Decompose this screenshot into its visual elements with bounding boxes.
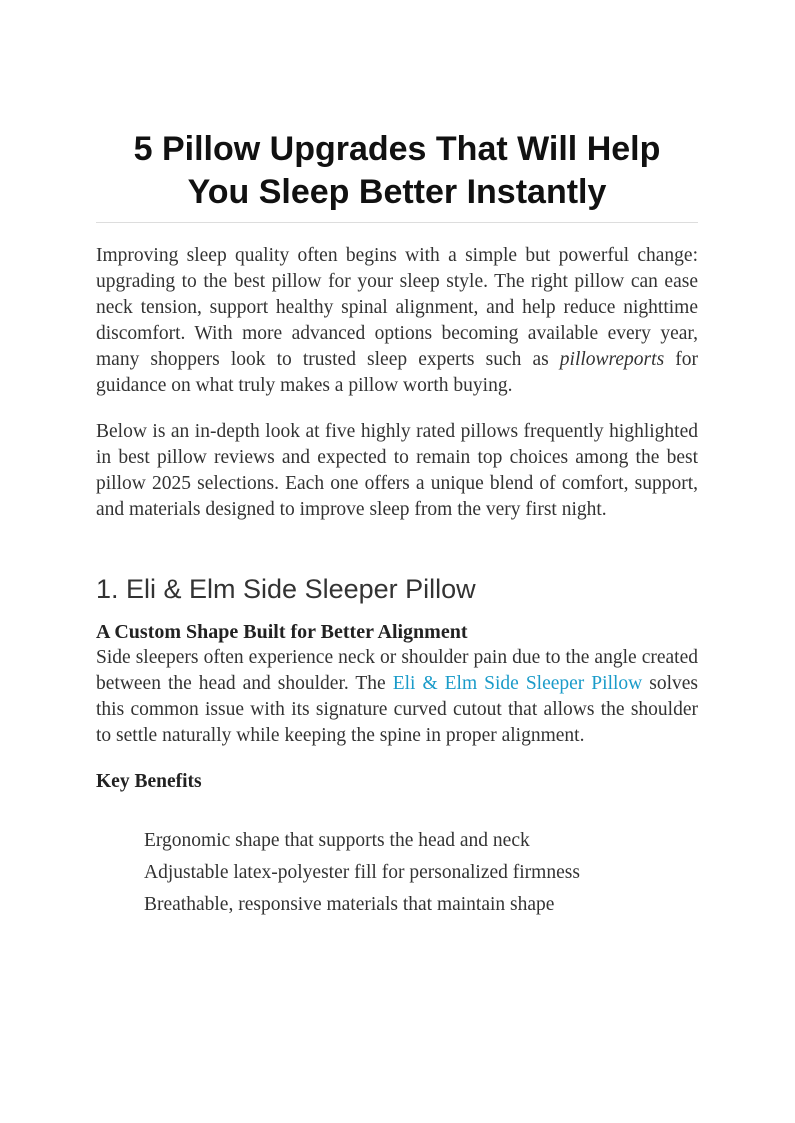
intro-text-start: Improving sleep quality often begins with a simple but powerful change: upgrading to the best pillow for your sleep style. The right pillow can ease neck tension, support healthy spinal alignment, and help reduce nighttime discomfort. With more advanced options becoming available every year, many shoppers look to trusted sleep experts such as — [96, 245, 698, 370]
section-body-end: solves this common issue with its signature curved cutout that allows the shoulder to settle naturally while keeping the spine in proper alignment. — [96, 673, 699, 746]
list-item: Adjustable latex-polyester fill for personalized firmness — [144, 862, 580, 883]
benefits-list — [96, 825, 698, 921]
section-body — [96, 645, 698, 749]
list-item: Breathable, responsive materials that maintain shape — [144, 894, 555, 915]
section-body-start: Side sleepers often experience neck or shoulder pain due to the angle created between the head and shoulder. The — [96, 647, 698, 694]
product-link[interactable]: Eli & Elm Side Sleeper Pillow — [392, 673, 643, 694]
section-subheading: A Custom Shape Built for Better Alignment — [96, 621, 468, 643]
page-title-line-1: 5 Pillow Upgrades That Will Help — [133, 130, 661, 168]
intro-paragraph-2: Below is an in-depth look at five highly rated pillows frequently highlighted in best pillow reviews and expected to remain top choices among the best pillow 2025 selections. Each one offers a unique blend of comfort, support, and materials designed to improve sleep from the very first night. — [96, 421, 698, 520]
intro-paragraph-1 — [96, 243, 698, 399]
list-item: Ergonomic shape that supports the head and neck — [144, 830, 530, 851]
benefits-heading: Key Benefits — [96, 771, 202, 792]
section-heading: 1. Eli & Elm Side Sleeper Pillow — [96, 574, 476, 604]
page-title-line-2: You Sleep Better Instantly — [187, 173, 607, 211]
intro-text-end: for guidance on what truly makes a pillow worth buying. — [96, 349, 698, 396]
page-title — [96, 128, 698, 223]
article — [96, 128, 698, 921]
intro-emphasis: pillowreports — [559, 349, 665, 370]
